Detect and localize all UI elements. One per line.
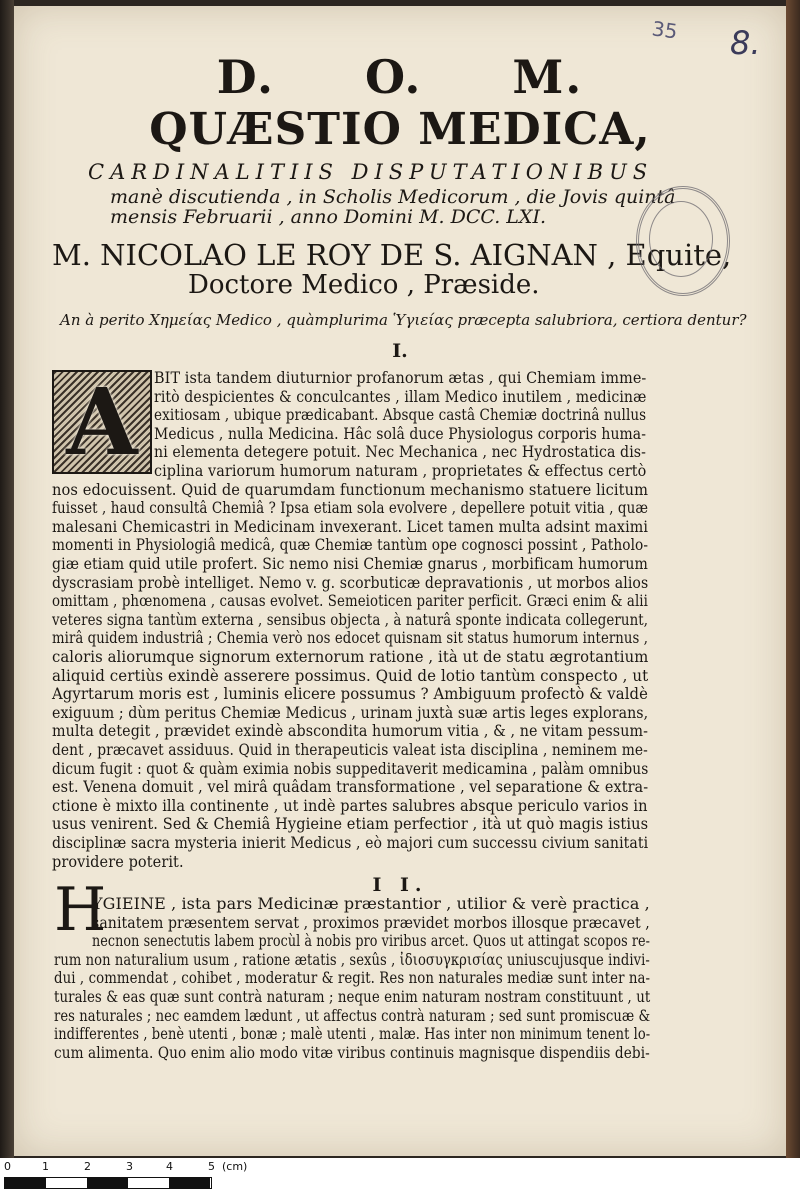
- text-line: exitiosam , ubique prædicabant. Absque castâ Chemiæ doctrinâ nullus: [154, 405, 647, 425]
- text-line: dyscrasiam probè intelliget. Nemo v. g. scorbuticæ depravationis , ut morbos alios: [52, 572, 649, 592]
- text-line: veteres signa tantùm externa , sensibus objecta , à naturâ sponte indicata collegerunt,: [52, 609, 649, 629]
- handwritten-number-a: 35: [650, 16, 679, 44]
- text-line: rum non naturalium usum , ratione ætatis , sexûs , ἰδιοσυγκρισίας uniuscujusque indivi-: [54, 949, 650, 969]
- text-line: est. Venena domuit , vel mirâ quâdam transformatione , vel separatione & extra-: [52, 777, 649, 797]
- text-line: omittam , phœnomena , causas evolvet. Semeioticen pariter perficit. Græci enim & alii: [52, 591, 648, 611]
- text-line: turales & eas quæ sunt contrà naturam ; neque enim naturam nostram constituunt , ut: [54, 987, 651, 1006]
- text-line: indifferentes , benè utenti , bonæ ; malè utenti , malæ. Has inter non minimum tenent lo-: [54, 1024, 651, 1044]
- library-stamp-inner-ring: [649, 201, 713, 277]
- ruler-bar: [4, 1177, 212, 1189]
- text-line: sanitatem præsentem servat , proximos prævidet morbos illosque præcavet ,: [92, 912, 650, 932]
- section-1-heading: I.: [392, 340, 408, 362]
- praeses-line-2: Doctore Medico , Præside.: [188, 270, 540, 300]
- thesis-question: An à perito Χημείας Medico , quàmplurima Ὑγιείας præcepta salubriora, certiora dentur?: [60, 311, 747, 329]
- text-line: fuisset , haud consultâ Chemiâ ? Ipsa etiam sola evolvere , depellere potuit vitia , quæ: [52, 498, 649, 518]
- text-line: Medicus , nulla Medicina. Hâc solâ duce Physiologus corporis huma-: [154, 423, 646, 443]
- ruler-unit: (cm): [222, 1160, 248, 1173]
- text-line: nos edocuissent. Quid de quarumdam functionum mechanismo statuere licitum: [52, 479, 649, 499]
- text-line: ciplina variorum humorum naturam , proprietates & effectus certò: [154, 461, 647, 480]
- text-line: exiguum ; dùm peritus Chemiæ Medicus , urinam juxtà suæ artis leges explorans,: [52, 702, 649, 722]
- text-line: YGIEINE , ista pars Medicinæ præstantior , utilior & verè practica ,: [92, 894, 650, 913]
- text-line: multa detegit , prævidet exindè abscondita humorum vitia , & , ne vitam pessum-: [52, 721, 649, 741]
- ruler-label: 1: [42, 1160, 49, 1173]
- text-line: providere poterit.: [52, 851, 184, 871]
- handwritten-number-b: 8.: [730, 24, 761, 62]
- text-line: necnon senectutis labem procùl à nobis pro viribus arcet. Quos ut attingat scopos re-: [92, 931, 650, 951]
- text-line: disciplinæ sacra mysteria inierit Medicus , eò majori cum successu civium sanitati: [52, 833, 649, 852]
- decorated-initial-letter: A: [66, 368, 138, 476]
- text-line: ritò despicientes & conculcantes , illam Medico inutilem , medicinæ: [154, 386, 647, 406]
- text-line: dent , præcavet assiduus. Quid in therapeuticis valeat ista disciplina , neminem me-: [52, 740, 648, 759]
- text-line: cum alimenta. Quo enim alio modo vitæ viribus continuis magnisque dispendiis debi-: [54, 1042, 650, 1062]
- text-line: aliquid certiùs exindè asserere possimus. Quid de lotio tantùm conspecto , ut: [52, 665, 649, 685]
- ruler-label: 5: [208, 1160, 215, 1173]
- text-line: dicum fugit : quot & quàm eximia nobis suppeditaverit medicamina , palàm omnibus: [52, 758, 649, 778]
- text-line: malesani Chemicastri in Medicinam invexerant. Licet tamen multa adsint maximi: [52, 516, 648, 536]
- library-stamp: [636, 186, 730, 296]
- text-line: mirâ quidem industriâ ; Chemia verò nos edocet quisnam sit status humorum internus ,: [52, 628, 648, 648]
- text-line: Agyrtarum moris est , luminis elicere possumus ? Ambiguum profectò & valdè: [52, 684, 648, 704]
- ruler-label: 0: [4, 1160, 11, 1173]
- book-edge: [786, 0, 800, 1158]
- book-binding: [0, 0, 14, 1158]
- text-line: ctione è mixto illa continente , ut indè partes salubres absque periculo varios in: [52, 795, 648, 815]
- section-2-initial: H: [54, 875, 107, 945]
- text-line: BIT ista tandem diuturnior profanorum ætas , qui Chemiam imme-: [154, 368, 647, 387]
- text-line: caloris aliorumque signorum externorum ratione , ità ut de statu ægrotantium: [52, 647, 649, 666]
- decorated-initial: [52, 370, 152, 474]
- dom-heading: D. O. M.: [216, 50, 584, 104]
- text-line: momenti in Physiologiâ medicâ, quæ Chemiæ tantùm ope cognosci possint , Patholo-: [52, 535, 649, 555]
- text-line: res naturales ; nec eamdem lædunt , ut affectus contrà naturam ; sed sunt promiscuæ &: [54, 1005, 651, 1025]
- section-2-heading: I I.: [372, 874, 428, 896]
- ruler-label: 3: [126, 1160, 133, 1173]
- text-line: usus venirent. Sed & Chemiâ Hygieine etiam perfectior , ità ut quò magis istius: [52, 814, 649, 834]
- text-line: ni elementa detegere potuit. Nec Mechanica , nec Hydrostatica dis-: [154, 442, 647, 462]
- subtitle-line-2: manè discutienda , in Scholis Medicorum , die Jovis quintâ: [110, 186, 676, 208]
- subtitle-line-3: mensis Februarii , anno Domini M. DCC. LXI.: [110, 206, 546, 228]
- ruler-label: 4: [166, 1160, 173, 1173]
- text-line: giæ etiam quid utile profert. Sic nemo nisi Chemiæ gnarus , morbificam humorum: [52, 554, 648, 573]
- praeses-line-1: M. NICOLAO LE ROY DE S. AIGNAN , Equite,: [52, 238, 732, 272]
- page-title: QUÆSTIO MEDICA,: [149, 104, 651, 155]
- subtitle-line-1: CARDINALITIIS DISPUTATIONIBUS: [88, 160, 654, 184]
- text-line: dui , commendat , cohibet , moderatur & regit. Res non naturales mediæ sunt inter na-: [54, 968, 651, 988]
- ruler-label: 2: [84, 1160, 91, 1173]
